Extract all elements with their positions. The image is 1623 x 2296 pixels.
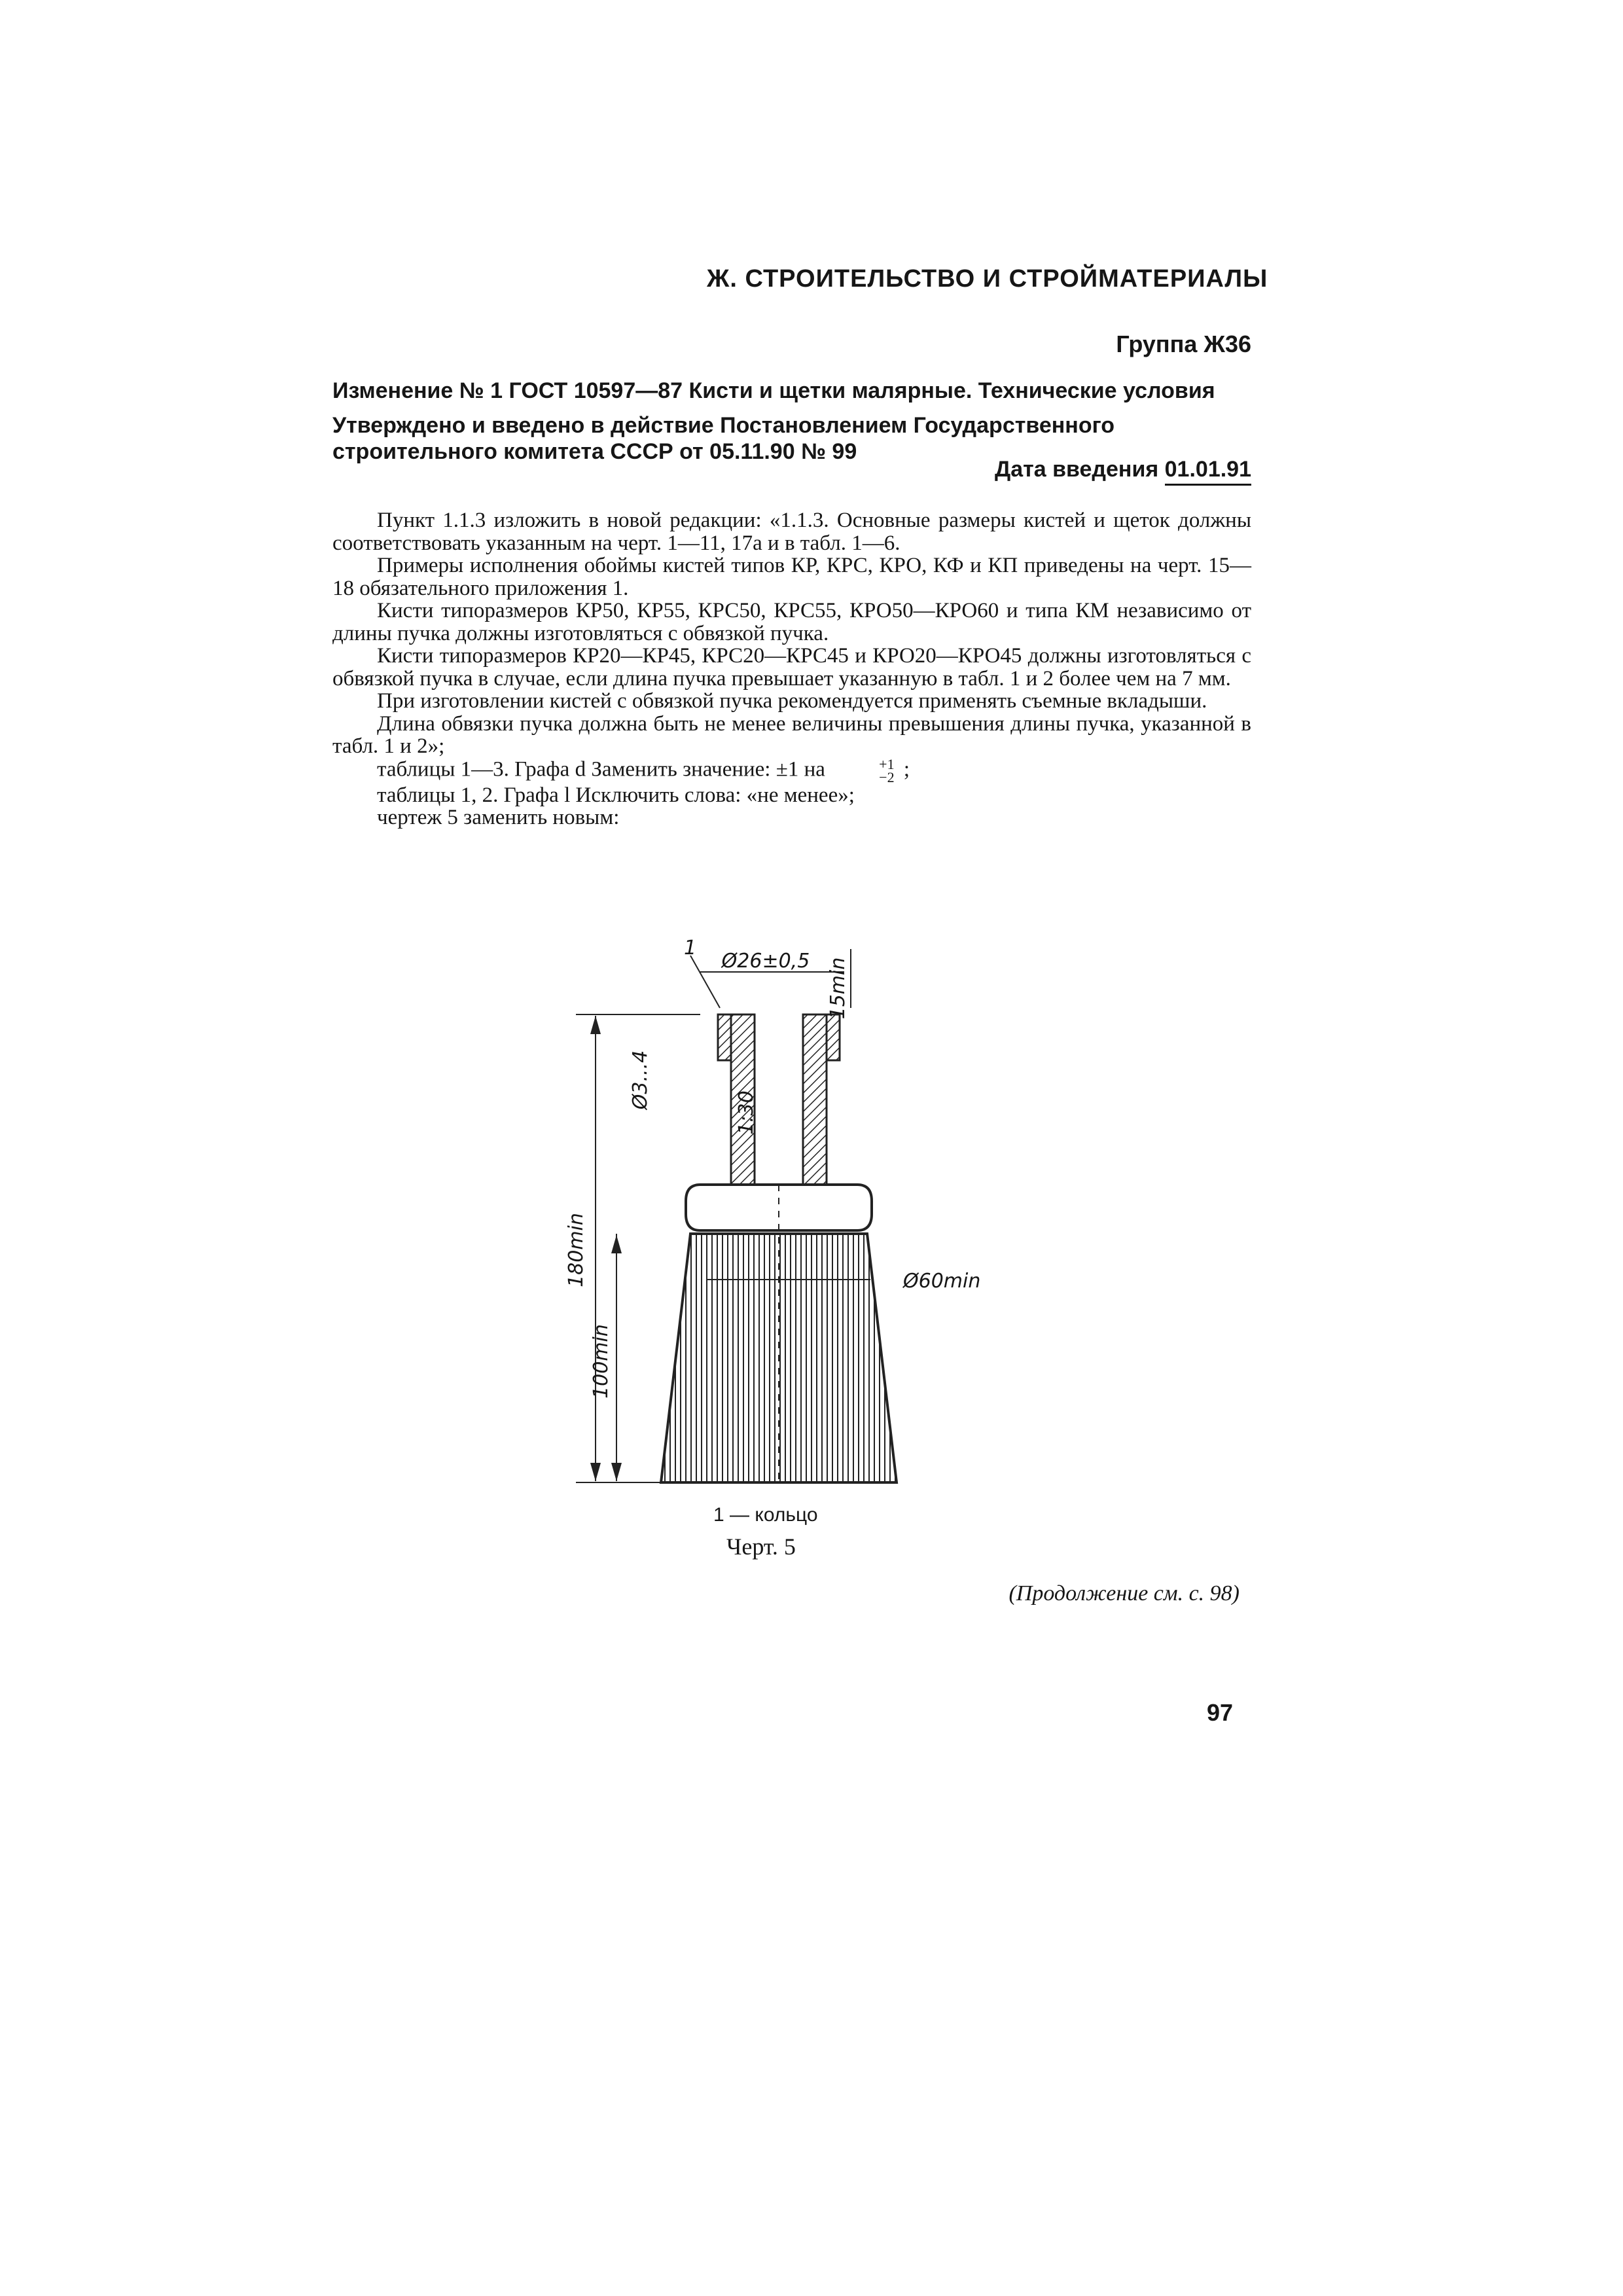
introduction-date-value: 01.01.91 <box>1165 457 1251 486</box>
group-code: Группа Ж36 <box>1116 331 1251 357</box>
paragraph: Длина обвязки пучка должна быть не менее величины превышения длины пучка, указанной в табл. 1 и 2»; <box>332 711 1251 758</box>
paragraph: Кисти типоразмеров КР20—КР45, КРС20—КРС45 и КРО20—КРО45 должны изготовляться с обвязкой пучка в случае, если длина пучка превышает указанную в табл. 1 и 2 более чем на 7 мм. <box>332 644 1251 691</box>
tolerance-upper: +1 <box>879 755 895 772</box>
dimension-60min: Ø60min <box>903 1270 981 1293</box>
tolerance-lower: −2 <box>879 768 895 785</box>
page-number: 97 <box>1206 1699 1233 1726</box>
paragraph: При изготовлении кистей с обвязкой пучка рекомендуется применять съемные вкладыши. <box>377 689 1207 713</box>
table-change-text: таблицы 1—3. Графа d Заменить значение: ±1 на <box>377 757 825 781</box>
body-text <box>332 509 1251 829</box>
paragraph: Примеры исполнения обоймы кистей типов КР, КРС, КРО, КФ и КП приведены на черт. 15—18 обязательного приложения 1. <box>332 554 1251 600</box>
brush-cap <box>686 1185 872 1230</box>
continuation-note: (Продолжение см. с. 98) <box>1008 1581 1240 1605</box>
dimension-100min: 100min <box>590 1324 613 1399</box>
section-title: Ж. СТРОИТЕЛЬСТВО И СТРОЙМАТЕРИАЛЫ <box>707 265 1268 293</box>
dimension-180min: 180min <box>565 1213 588 1287</box>
paragraph: Пункт 1.1.3 изложить в новой редакции: «1.1.3. Основные размеры кистей и щеток должны соответствовать указанным на черт. 1—11, 17а и в табл. 1—6. <box>332 509 1251 555</box>
figure-title: Черт. 5 <box>726 1534 796 1560</box>
figure-caption: 1 — кольцо <box>713 1504 818 1526</box>
dimension-diameter-26: Ø26±0,5 <box>721 950 810 973</box>
change-title: Изменение № 1 ГОСТ 10597—87 Кисти и щетки малярные. Технические условия <box>332 378 1215 403</box>
paragraph: чертеж 5 заменить новым: <box>377 806 620 829</box>
tolerance-fraction <box>834 755 895 785</box>
dimension-taper: 1:30 <box>735 1090 758 1135</box>
brush-drawing <box>565 910 1027 1499</box>
paragraph: Кисти типоразмеров КР50, КР55, КРС50, КРС55, КРО50—КРО60 и типа КМ независимо от длины пучка должны изготовляться с обвязкой пучка. <box>332 599 1251 645</box>
table-change-suffix: ; <box>903 757 910 781</box>
approval-statement: Утверждено и введено в действие Постановлением Государственного строительного комитета СССР от 05.11.90 № 99 <box>332 413 1115 464</box>
paragraph: таблицы 1, 2. Графа l Исключить слова: «не менее»; <box>377 783 855 807</box>
leader-label-1: 1 <box>684 937 697 960</box>
introduction-date-label: Дата введения <box>995 457 1159 482</box>
dimension-15min: 15min <box>827 957 849 1020</box>
paragraph-table-change <box>332 755 1251 785</box>
dimension-ring-diameter: Ø3...4 <box>629 1050 652 1110</box>
introduction-date <box>995 457 1251 486</box>
